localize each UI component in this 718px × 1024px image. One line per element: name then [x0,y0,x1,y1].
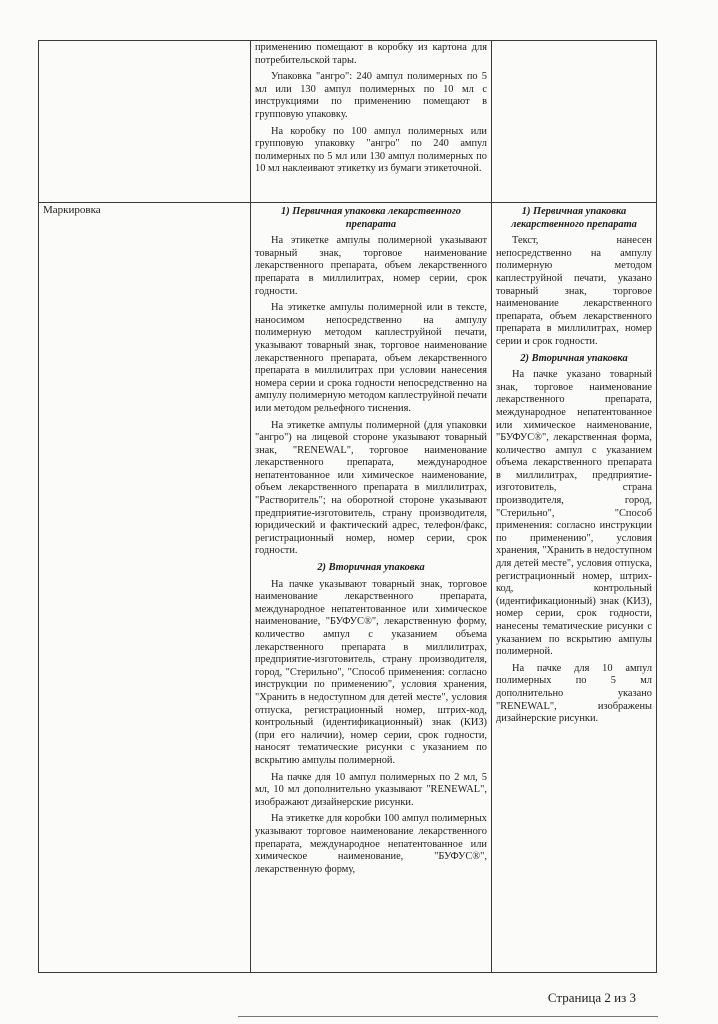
paragraph: На пачке для 10 ампул полимерных по 2 мл, 5 мл, 10 мл дополнительно указывают "RENEWAL", изображают дизайнерские рисунки. [255,771,487,808]
table-row [39,203,657,973]
results-cell [492,203,657,973]
paragraph: На пачке указано товарный знак, торговое наименование лекарственного препарата, международное непатентованное или химическое наименование, "БУФУС®", лекарственная форма, количество ампул с указанием объема лекарственного препарата в миллилитрах, предприятие-изготовитель, страна производителя, город, "Стерильно", "Способ применения: согласно инструкции по применению", условия хранения, "Хранить в недоступном для детей месте", условия отпуска, регистрационный номер, штрих-код, контрольный (идентификационный) знак (КИЗ), номер серии, срок годности, нанесены тематические рисунки с указанием по вскрытию ампулы полимерной. [496,369,653,658]
requirements-cell [251,203,492,973]
paragraph: На этикетке для коробки 100 ампул полимерных указывают торговое наименование лекарственного препарата, международное непатентованное или химическое наименование, "БУФУС®", лекарственную форму, [255,813,487,875]
section-heading: 2) Вторичная упаковка [317,562,425,574]
row-label-cell [39,41,251,203]
section-heading: 1) Первичная упаковка лекарственного препарата [281,206,461,230]
section-heading: 1) Первичная упаковка лекарственного препарата [511,206,637,230]
paragraph: Текст, нанесен непосредственно на ампулу полимерную методом каплеструйной печати, указано товарный знак, торговое наименование лекарственного препарата, объем лекарственного препарата в миллилитрах, номер серии и срок годности. [496,235,652,347]
paragraph: На этикетке ампулы полимерной указывают товарный знак, торговое наименование лекарственного препарата, объем лекарственного препарата в миллилитрах, номер серии, срок годности. [255,235,487,297]
requirements-cell [251,41,492,203]
paragraph: Упаковка "ангро": 240 ампул полимерных по 5 мл или 130 ампул полимерных по 10 мл с инструкциями по применению помещают в групповую упаковку. [255,71,487,120]
table-row [39,41,657,203]
paragraph: На этикетке ампулы полимерной (для упаковки "ангро") на лицевой стороне указывают товарный знак, "RENEWAL", торговое наименование лекарственного препарата, международное непатентованное или химическое наименование, объем лекарственного препарата в миллилитрах, "Растворитель"; на оборотной стороне указывают предприятие-изготовитель, страну производителя, юридический и фактический адрес, телефон/факс, регистрационный номер, номер серии, срок годности. [255,419,487,557]
paragraph: На этикетке ампулы полимерной или в тексте, наносимом непосредственно на ампулу полимерную методом каплеструйной печати, указывают товарный знак, торговое наименование лекарственного препарата, объем лекарственного препарата в миллилитрах при условии нанесения номера серии и срока годности непосредственно на ампулу полимерную методом каплеструйной печати или методом рельефного тиснения. [255,302,487,414]
section-heading: 2) Вторичная упаковка [520,352,628,364]
row-label-cell: Маркировка [39,203,251,973]
paragraph: На пачке указывают товарный знак, торговое наименование лекарственного препарата, международное непатентованное или химическое наименование, "БУФУС®", лекарственную форму, количество ампул с указанием объема лекарственного препарата в миллилитрах, предприятие-изготовитель, страну производителя, город, "Стерильно", "Способ применения: согласно инструкции по применению", условия хранения, "Хранить в недоступном для детей месте", условия отпуска, регистрационный номер, штрих-код, контрольный (идентификационный) знак (КИЗ) (при его наличии), номер серии, срок годности, наносят тематические рисунки с указанием по вскрытию ампулы полимерной. [255,578,487,766]
bottom-divider [238,1016,658,1017]
page-number: Страница 2 из 3 [547,990,636,1005]
paragraph: применению помещают в коробку из картона для потребительской тары. [255,42,487,66]
results-cell [492,41,657,203]
specification-table [38,40,657,973]
paragraph: На пачке для 10 ампул полимерных по 5 мл дополнительно указано "RENEWAL", изображены дизайнерские рисунки. [496,662,652,725]
paragraph: На коробку по 100 ампул полимерных или групповую упаковку "ангро" по 240 ампул полимерных по 5 мл или 130 ампул полимерных по 10 мл наклеивают этикетку из бумаги этикеточной. [255,125,487,175]
